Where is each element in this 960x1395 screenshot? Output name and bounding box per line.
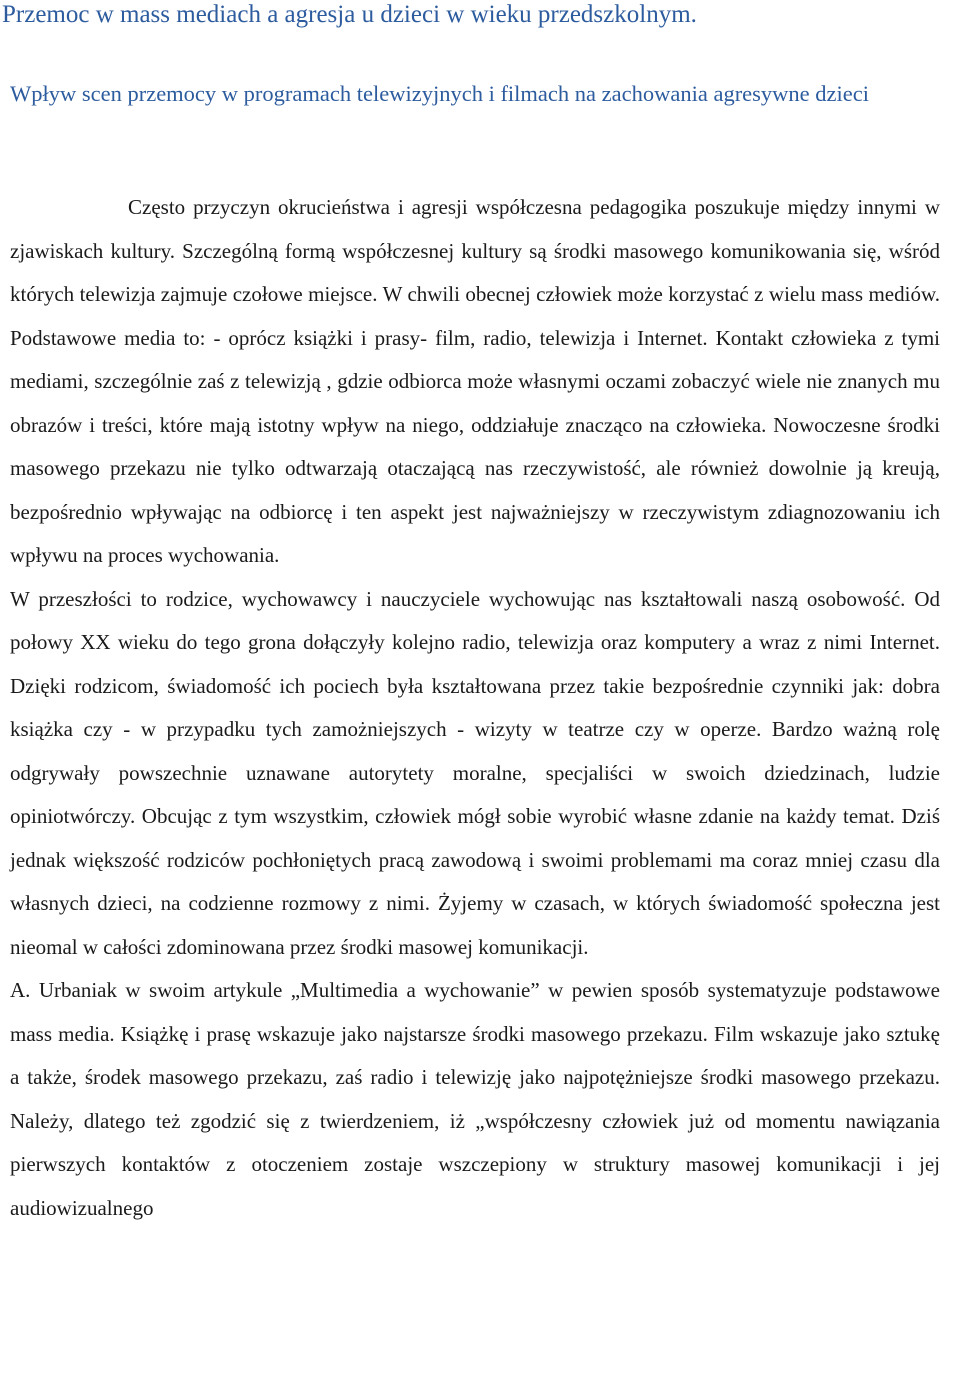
paragraph-1: Często przyczyn okrucieństwa i agresji współczesna pedagogika poszukuje między innymi w zjawiskach kultury. Szczególną formą współczesnej kultury są środki masowego komunikowania się, wśród których telewizja zajmuje czołowe miejsce. W chwili obecnej człowiek może korzystać z wielu mass mediów. Podstawowe media to: - oprócz książki i prasy- film, radio, telewizja i Internet. Kontakt człowieka z tymi mediami, szczególnie zaś z telewizją , gdzie odbiorca może własnymi oczami zobaczyć wiele nie znanych mu obrazów i treści, które mają istotny wpływ na niego, oddziałuje znacząco na człowieka. Nowoczesne środki masowego przekazu nie tylko odtwarzają otaczającą nas rzeczywistość, ale również dowolnie ją kreują, bezpośrednio wpływając na odbiorcę i ten aspekt jest najważniejszy w rzeczywistym zdiagnozowaniu ich wpływu na proces wychowania. xyxy=(10,195,940,567)
document-title: Przemoc w mass mediach a agresja u dzieci w wieku przedszkolnym. xyxy=(2,1,697,28)
document-body xyxy=(10,186,940,1230)
paragraph-2: W przeszłości to rodzice, wychowawcy i nauczyciele wychowując nas kształtowali naszą osobowość. Od połowy XX wieku do tego grona dołączyły kolejno radio, telewizja oraz komputery a wraz z nimi Internet. Dzięki rodzicom, świadomość ich pociech była kształtowana przez takie bezpośrednie czynniki jak: dobra książka czy - w przypadku tych zamożniejszych - wizyty w teatrze czy w operze. Bardzo ważną rolę odgrywały powszechnie uznawane autorytety moralne, specjaliści w swoich dziedzinach, ludzie opiniotwórczy. Obcując z tym wszystkim, człowiek mógł sobie wyrobić własne zdanie na każdy temat. Dziś jednak większość rodziców pochłoniętych pracą zawodową i swoimi problemami ma coraz mniej czasu dla własnych dzieci, na codzienne rozmowy z nimi. Żyjemy w czasach, w których świadomość społeczna jest nieomal w całości zdominowana przez środki masowej komunikacji. xyxy=(10,586,940,959)
paragraph-3: A. Urbaniak w swoim artykule „Multimedia a wychowanie” w pewien sposób systematyzuje podstawowe mass media. Książkę i prasę wskazuje jako najstarsze środki masowego przekazu. Film wskazuje jako sztukę a także, środek masowego przekazu, zaś radio i telewizję jako najpotężniejsze środki masowego przekazu. Należy, dlatego też zgodzić się z twierdzeniem, iż „współczesny człowiek już od momentu nawiązania pierwszych kontaktów z otoczeniem zostaje wszczepiony w struktury masowej komunikacji i jej audiowizualnego xyxy=(10,978,940,1220)
document-subtitle: Wpływ scen przemocy w programach telewizyjnych i filmach na zachowania agresywne dzieci xyxy=(10,81,869,106)
